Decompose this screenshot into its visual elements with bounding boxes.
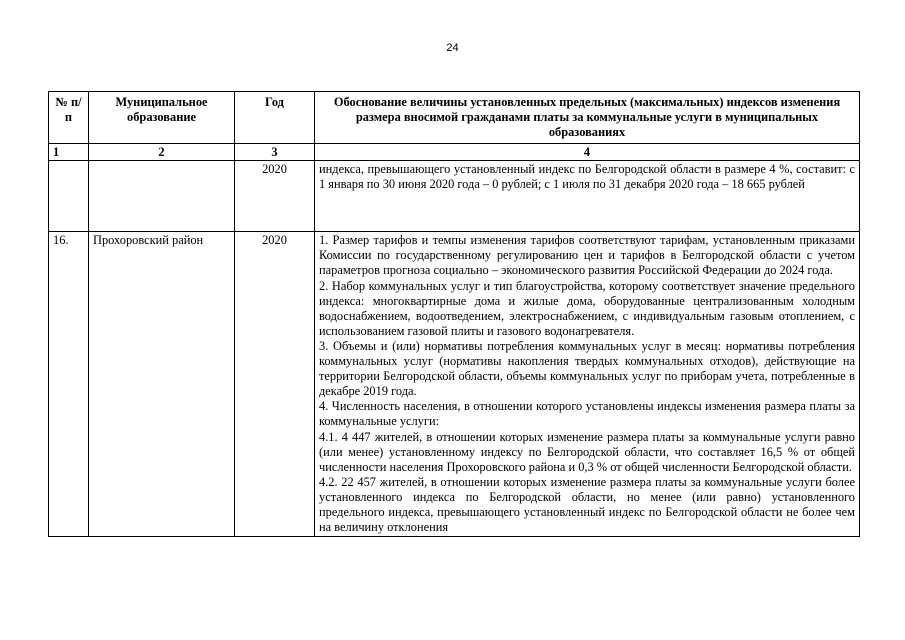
table-row xyxy=(49,232,860,537)
column-number-3: 3 xyxy=(235,144,315,161)
row-justification xyxy=(315,232,860,537)
justification-paragraph: 4. Численность населения, в отношении которого установлены индексы изменения размера платы за коммунальные услуги: xyxy=(319,399,855,429)
row-year: 2020 xyxy=(235,232,315,537)
column-number-row xyxy=(49,144,860,161)
row-num: 16. xyxy=(49,232,89,537)
justification-paragraph: 2. Набор коммунальных услуг и тип благоустройства, которому соответствует значение предельного индекса: многоквартирные дома и жилые дома, оборудованные централизованным холодным водоснабжением, водоотведением, электроснабжением, с индивидуальным газовым отоплением, с использованием газовой плиты и газового водонагревателя. xyxy=(319,278,855,338)
header-num: № п/п xyxy=(49,92,89,144)
row-year: 2020 xyxy=(235,161,315,232)
header-year: Год xyxy=(235,92,315,144)
column-number-4: 4 xyxy=(315,144,860,161)
justification-paragraph: 4.2. 22 457 жителей, в отношении которых изменение размера платы за коммунальные услуги более установленного индекса по Белгородской области, но менее (или равно) установленного предельного индекса, превышающего установленный индекс по Белгородской области не более чем на величину отклонения xyxy=(319,474,855,535)
table-header-row xyxy=(49,92,860,144)
row-municipality xyxy=(89,161,235,232)
row-justification xyxy=(315,161,860,232)
header-municipality: Муниципальное образование xyxy=(89,92,235,144)
page-number: 24 xyxy=(446,42,459,54)
justification-paragraph: индекса, превышающего установленный индекс по Белгородской области в размере 4 %, составит: с 1 января по 30 июня 2020 года – 0 рублей; с 1 июля по 31 декабря 2020 года – 18 665 рублей xyxy=(319,162,855,192)
column-number-1: 1 xyxy=(49,144,89,161)
justification-table xyxy=(48,91,860,537)
justification-paragraph: 1. Размер тарифов и темпы изменения тарифов соответствуют тарифам, установленным приказами Комиссии по государственному регулированию цен и тарифов в Белгородской области с учетом параметров прогноза социально – экономического развития Российской Федерации до 2024 года. xyxy=(319,233,855,278)
row-municipality: Прохоровский район xyxy=(89,232,235,537)
column-number-2: 2 xyxy=(89,144,235,161)
header-justification: Обоснование величины установленных предельных (максимальных) индексов изменения размера вносимой гражданами платы за коммунальные услуги в муниципальных образованиях xyxy=(315,92,860,144)
table-row xyxy=(49,161,860,232)
justification-paragraph: 3. Объемы и (или) нормативы потребления коммунальных услуг в месяц: нормативы потребления коммунальных услуг (нормативы накопления твердых коммунальных отходов), действующие на территории Белгородской области, объемы коммунальных услуг по приборам учета, потребленные в декабре 2019 года. xyxy=(319,338,855,399)
justification-paragraph: 4.1. 4 447 жителей, в отношении которых изменение размера платы за коммунальные услуги равно (или менее) установленному индексу по Белгородской области, что составляет 16,5 % от общей численности населения Прохоровского района и 0,3 % от общей численности Белгородской области. xyxy=(319,429,855,474)
row-num xyxy=(49,161,89,232)
